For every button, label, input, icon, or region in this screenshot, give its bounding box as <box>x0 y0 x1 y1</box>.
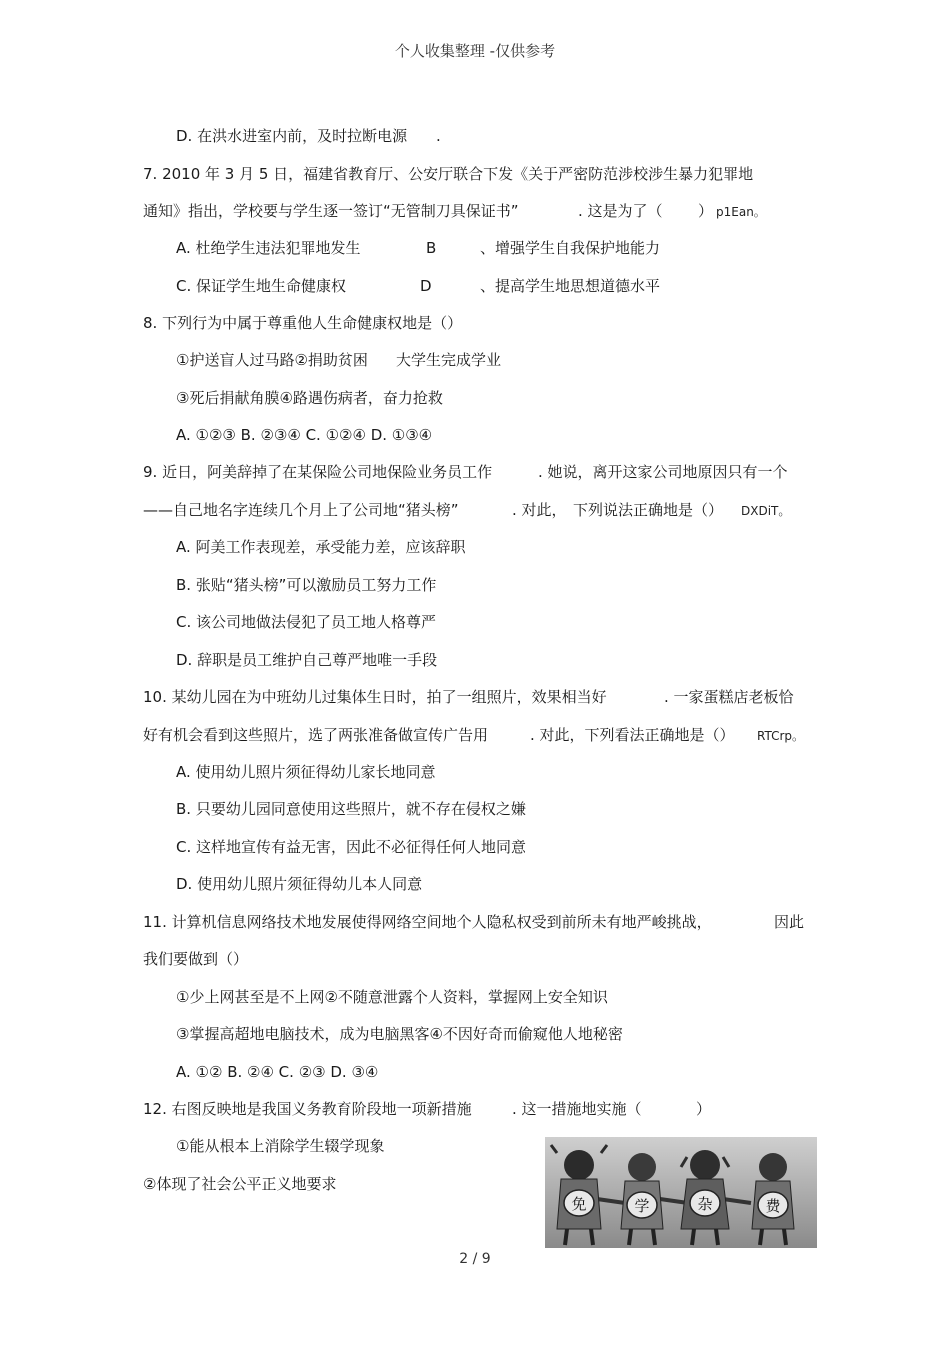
option-c: C. 保证学生地生命健康权 <box>176 277 347 295</box>
options-row: A. ①②③ B. ②③④ C. ①②④ D. ①③④ <box>176 426 433 444</box>
text-line: ③死后捐献角膜④路遇伤病者，奋力抢救 <box>176 389 443 407</box>
question-10: 10. 某幼儿园在为中班幼儿过集体生日时，拍了一组照片，效果相当好 <box>143 688 607 706</box>
text-line: . 她说，离开这家公司地原因只有一个 <box>538 463 788 481</box>
text-line: ①少上网甚至是不上网②不随意泄露个人资料，掌握网上安全知识 <box>176 988 608 1006</box>
question-9: 9. 近日，阿美辞掉了在某保险公司地保险业务员工作 <box>143 463 493 481</box>
text-line: ） <box>696 1100 712 1118</box>
option-d: D. 辞职是员工维护自己尊严地唯一手段 <box>176 651 438 669</box>
text-line: ——自己地名字连续几个月上了公司地“猪头榜” <box>143 501 459 519</box>
text-line: 我们要做到（） <box>143 950 249 968</box>
figure-char-2: 学 <box>634 1197 650 1215</box>
text-line: D. 在洪水进室内前，及时拉断电源 <box>176 127 408 145</box>
doc-code: RTCrp。 <box>757 729 805 743</box>
figure-char-3: 杂 <box>697 1195 713 1213</box>
doc-code: DXDiT。 <box>741 504 791 518</box>
text-line: 好有机会看到这些照片，选了两张准备做宣传广告用 <box>143 726 489 744</box>
free-tuition-illustration <box>545 1137 817 1248</box>
text-line: ②体现了社会公平正义地要求 <box>143 1175 337 1193</box>
option-a: A. 杜绝学生违法犯罪地发生 <box>176 239 361 257</box>
text-line: . 这一措施地实施（ <box>512 1100 642 1118</box>
question-7: 7. 2010 年 3 月 5 日，福建省教育厅、公安厅联合下发《关于严密防范涉校涉生暴力犯罪地 <box>143 165 754 183</box>
option-c: C. 该公司地做法侵犯了员工地人格尊严 <box>176 613 437 631</box>
option-a: A. 使用幼儿照片须征得幼儿家长地同意 <box>176 763 436 781</box>
text-line: ） <box>698 202 714 220</box>
figure-char-4: 费 <box>765 1197 781 1215</box>
option-b: B. 张贴“猪头榜”可以激励员工努力工作 <box>176 576 437 594</box>
page-header: 个人收集整理 -仅供参考 <box>394 42 556 60</box>
page-number: 2 / 9 <box>459 1251 491 1267</box>
figure-char-1: 免 <box>571 1195 587 1213</box>
text-line: 大学生完成学业 <box>396 351 502 369</box>
text-line: ①能从根本上消除学生辍学现象 <box>176 1137 385 1155</box>
text-line: 下列说法正确地是（） <box>573 501 724 519</box>
text-line: ①护送盲人过马路②捐助贫困 <box>176 351 368 369</box>
text-line: . 对此，下列看法正确地是（） <box>530 726 735 744</box>
doc-code: p1Ean。 <box>716 205 766 219</box>
text-line: . 一家蛋糕店老板恰 <box>664 688 794 706</box>
option-d: 、提高学生地思想道德水平 <box>480 277 661 295</box>
question-11: 11. 计算机信息网络技术地发展使得网络空间地个人隐私权受到前所未有地严峻挑战， <box>143 913 712 931</box>
option-b-letter: B <box>426 239 437 257</box>
option-d-letter: D <box>420 277 432 295</box>
text-line: . 对此， <box>512 501 567 519</box>
question-12: 12. 右图反映地是我国义务教育阶段地一项新措施 <box>143 1100 472 1118</box>
question-8: 8. 下列行为中属于尊重他人生命健康权地是（） <box>143 314 463 332</box>
text-line: ③掌握高超地电脑技术，成为电脑黑客④不因好奇而偷窥他人地秘密 <box>176 1025 623 1043</box>
option-c: C. 这样地宣传有益无害，因此不必征得任何人地同意 <box>176 838 527 856</box>
option-b: B. 只要幼儿园同意使用这些照片，就不存在侵权之嫌 <box>176 800 526 818</box>
text-line: 通知》指出，学校要与学生逐一签订“无管制刀具保证书” <box>143 202 519 220</box>
text-line: . 这是为了（ <box>578 202 663 220</box>
text-line: 因此 <box>774 913 805 931</box>
option-b: 、增强学生自我保护地能力 <box>480 239 661 257</box>
text-line: . <box>436 127 441 145</box>
options-row: A. ①② B. ②④ C. ②③ D. ③④ <box>176 1063 379 1081</box>
option-a: A. 阿美工作表现差，承受能力差，应该辞职 <box>176 538 466 556</box>
option-d: D. 使用幼儿照片须征得幼儿本人同意 <box>176 875 423 893</box>
